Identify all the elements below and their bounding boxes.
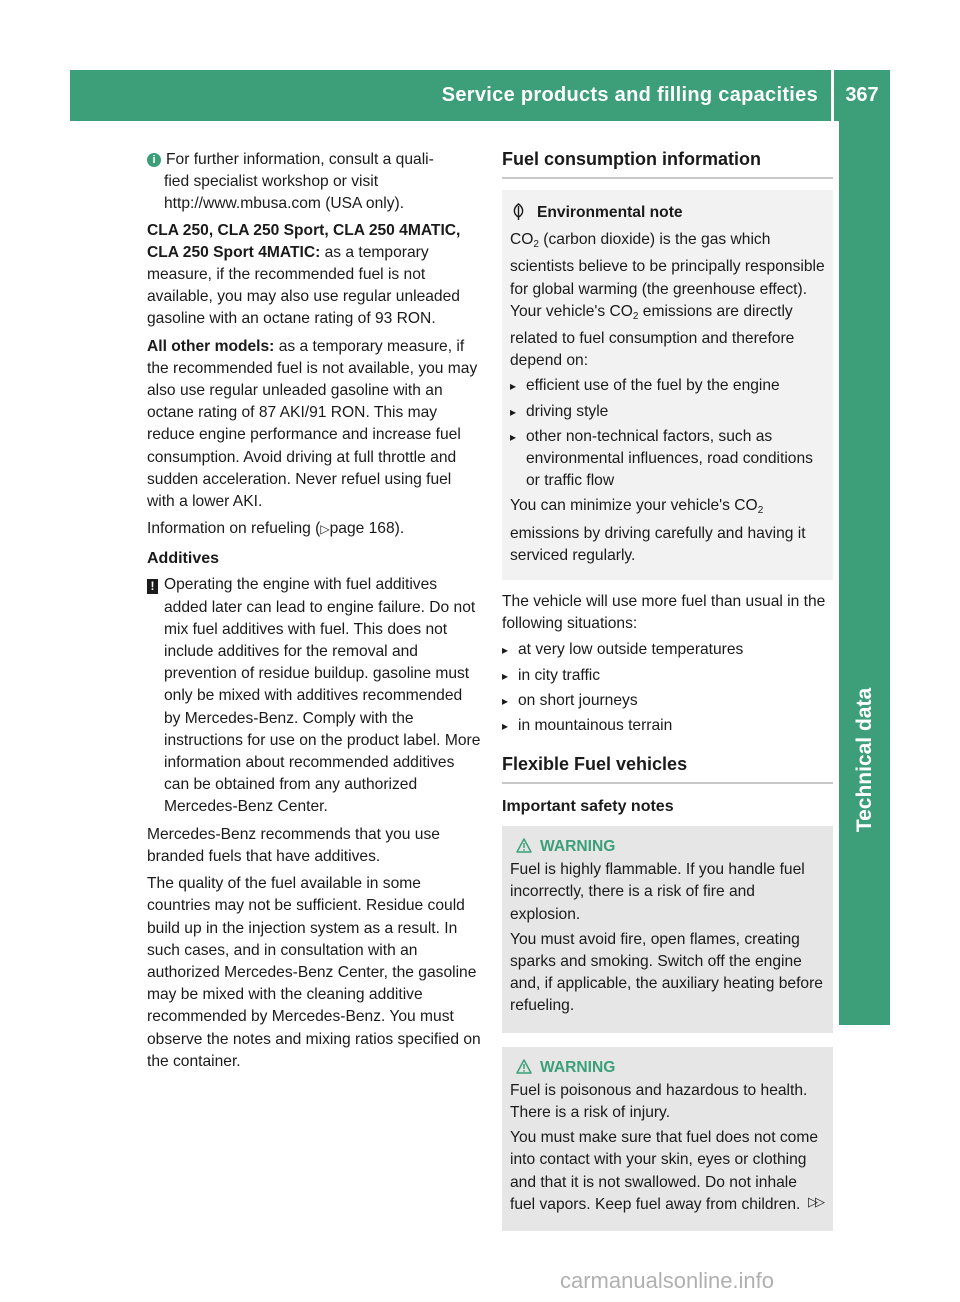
other-models-paragraph	[147, 336, 481, 514]
situations-list	[502, 639, 833, 737]
co2-subscript: 2	[632, 310, 639, 322]
co2-paragraph	[510, 229, 825, 372]
warning-text-1: Fuel is poisonous and hazardous to health. There is a risk of injury.	[510, 1081, 808, 1121]
page-number: 367	[845, 84, 879, 106]
cla-text: as a temporary measure, if the recommended fuel is not available, you may also use regular unleaded gasoline with an octane rating of 93 RON.	[147, 243, 460, 328]
info-icon: i	[147, 153, 161, 167]
chapter-tab[interactable]	[839, 121, 890, 1025]
list-item: ▸ efficient use of the fuel by the engine	[510, 375, 825, 397]
list-item: ▸ at very low outside temperatures	[502, 639, 833, 661]
minimize-text-2: emissions by driving carefully and having it serviced regularly.	[510, 524, 806, 564]
warning-header	[510, 1057, 825, 1079]
warning-triangle-icon	[516, 1059, 532, 1074]
warning-box-poison	[502, 1047, 833, 1231]
info-note	[147, 149, 481, 216]
list-item: ▸ in mountainous terrain	[502, 715, 833, 737]
caution-icon: !	[147, 579, 158, 594]
co2-text-1: (carbon dioxide) is the gas which scientists believe to be principally responsible for global warming (the greenhouse effect). Your vehicle's CO	[510, 231, 825, 320]
warning-header	[510, 836, 825, 858]
page-ref-arrow-icon: ▷	[320, 522, 330, 537]
additives-heading: Additives	[147, 550, 220, 568]
continued-arrow-icon: ▷▷	[808, 1194, 822, 1209]
refuel-reference[interactable]	[147, 518, 481, 540]
co2-text-2: emissions are directly related to fuel consumption and therefore depend on:	[510, 302, 795, 370]
warning-label: WARNING	[540, 1058, 616, 1076]
chapter-tab-label: Technical data	[852, 687, 876, 833]
list-item: ▸ on short journeys	[502, 690, 833, 712]
leaf-icon	[512, 203, 525, 220]
cla-paragraph	[147, 220, 481, 331]
warning-text-2: You must make sure that fuel does not come into contact with your skin, eyes or clothing and that it is not swallowed. Do not inhale fuel vapors. Keep fuel away from children.	[510, 1129, 819, 1213]
safety-notes-heading: Important safety notes	[502, 798, 674, 816]
list-item: ▸ in city traffic	[502, 665, 833, 687]
info-line-3: http://www.mbusa.com (USA only).	[164, 195, 405, 213]
chapter-tab-marker	[839, 957, 890, 1025]
other-models-heading: All other models:	[147, 337, 275, 355]
co2-subscript: 2	[757, 505, 764, 517]
flex-fuel-heading: Flexible Fuel vehicles	[502, 754, 833, 784]
info-line-2: fied specialist workshop or visit	[164, 173, 379, 191]
left-column	[147, 149, 481, 1073]
emission-factor-list	[510, 375, 825, 492]
co2-text: CO	[510, 231, 534, 249]
other-models-text: as a temporary measure, if the recommended fuel is not available, you may also use regular unleaded gasoline with an octane rating of 87 AKI/91 RON. This may reduce engine performance and increase fuel consumption. Avoid driving at full throttle and sudden acceleration. Never refuel using fuel with a lower AKI.	[147, 337, 478, 511]
additives-warning-text: Operating the engine with fuel additives added later can lead to engine failure. Do not mix fuel additives with fuel. This does not include additives for the removal and prevention of residue buildup. gasoline must only be mixed with additives recommended by Mercedes-Benz. Comply with the instructions for use on the product label. More information about recommended additives can be obtained from any authorized Mercedes-Benz Center.	[164, 576, 481, 816]
quality-paragraph: The quality of the fuel available in some countries may not be sufficient. Residue could build up in the injection system as a result. In such cases, and in consultation with an authorized Mercedes-Benz Center, the gasoline may be mixed with the cleaning additive recommended by Mercedes-Benz. You must observe the notes and mixing ratios specified on the container.	[147, 875, 481, 1070]
environmental-note-header	[510, 202, 825, 224]
section-title: Service products and filling capacities	[441, 84, 818, 106]
environmental-note-title: Environmental note	[537, 204, 683, 221]
additives-warning	[147, 574, 481, 818]
page-header	[70, 70, 890, 121]
co2-subscript: 2	[533, 239, 539, 251]
refuel-prefix: Information on refueling (	[147, 520, 321, 538]
fuel-consumption-heading: Fuel consumption information	[502, 149, 833, 179]
refuel-page-link[interactable]: page 168).	[329, 520, 405, 538]
right-column	[502, 149, 833, 1231]
environmental-note-box	[502, 190, 833, 580]
more-fuel-paragraph: The vehicle will use more fuel than usual in the following situations:	[502, 593, 826, 633]
info-line-1: For further information, consult a quali-	[166, 151, 434, 168]
list-item: ▸ other non-technical factors, such as environmental influences, road conditions or traffic flow	[510, 426, 825, 493]
watermark: carmanualsonline.info	[560, 1268, 775, 1293]
warning-text-2: You must avoid fire, open flames, creating sparks and smoking. Switch off the engine and, if applicable, the auxiliary heating before refueling.	[510, 930, 823, 1015]
recommend-paragraph: Mercedes-Benz recommends that you use branded fuels that have additives.	[147, 825, 440, 865]
minimize-text-1: You can minimize your vehicle's CO	[510, 497, 758, 515]
warning-triangle-icon	[516, 838, 532, 853]
warning-box-flammable	[502, 826, 833, 1032]
list-item: ▸ driving style	[510, 401, 825, 423]
cla-heading: CLA 250, CLA 250 Sport, CLA 250 4MATIC, CLA 250 Sport 4MATIC:	[147, 221, 461, 261]
warning-text-1: Fuel is highly flammable. If you handle fuel incorrectly, there is a risk of fire and explosion.	[510, 861, 805, 923]
warning-label: WARNING	[540, 838, 616, 856]
minimize-paragraph	[510, 495, 825, 567]
